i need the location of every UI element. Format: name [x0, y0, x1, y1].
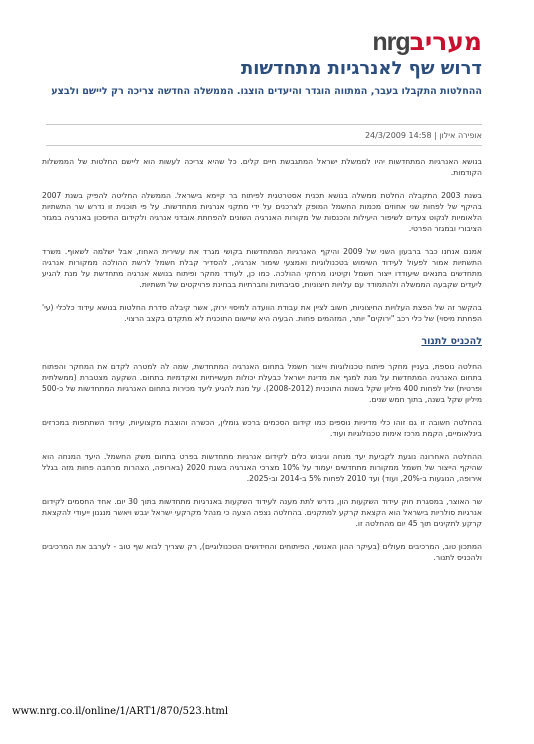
- body-paragraph: שר האוצר, במסגרת חוק עידוד השקעות הון, נדרש לתת מענה לעידוד השקעות באנרגיות מתחדשות בתוך 30 יום. אחד החסמים לקידום אנרגיות סולריות בישראל הוא הקצאת קרקע למתקנים. בהחלטה נצפה הצעה כי מנהל מקרקעי ישראל יגבש ויאשר מנגנון ייעודי להקצאת קרקע לתקינים תוך 45 יום מהחלטה זו.: [42, 497, 482, 528]
- byline: אופירה אילון | 14:58 24/3/2009: [364, 131, 482, 140]
- body-paragraph: המתכון טוב, המרכיבים מעולים (בעיקר ההון האנושי, הפיתוחים והחידושים הטכנולוגיים), רק שצריך לבוא שף טוב - לערבב את המרכיבים ולהכניס לתנור.: [42, 542, 482, 562]
- byline-divider: [46, 145, 482, 146]
- logo-nrg: nrg: [372, 28, 410, 56]
- section-heading: להכניס לתנור: [421, 336, 482, 347]
- article-subtitle: ההחלטות התקבלו בעבר, המתווה הוגדר והיעדים הוצגו. הממשלה החדשה צריכה רק ליישם ולבצע: [51, 86, 482, 97]
- body-paragraph: ההחלטה האחרונה נוגעת לקביעת יעד מנחה וגיבוש כלים לקידום אנרגיות מתחדשות בפרט בתחום משק החשמל. היעד המנחה הוא שהיקף הייצור של חשמל ממקורות מתחדשים יעמוד על 10% מצרכי האנרגיה בשנת 2020 (בארופה, הצהרות מרחבה פחות מזה בגלל אירופה, הנוגעות ב-20%, ועוד) ועד 2010 לפחות 5% ב-2014 וב-2025.: [42, 452, 482, 483]
- page-url[interactable]: www.nrg.co.il/online/1/ART1/870/523.html: [12, 706, 229, 717]
- article-title: דרוש שף לאנרגיות מתחדשות: [240, 58, 482, 79]
- body-paragraph: בהקשר זה של הפצת העלויות החיצוניות, חשוב לציין את עבודת הוועדה למיסוי ירוק, אשר קיבלה סדרת החלטות בנושא עידוד כלכלי (עי' הפחתת מיסוי) של כלי רכב "ירוקים" יותר, המזהמים פחות. הבעיה היא שיישום התוכנית לא מתקדם בקצב הרצוי.: [42, 303, 482, 323]
- body-paragraph: בנושא האנרגיות המתחדשות יהיו לממשלת ישראל המתגבשת חיים קלים. כל שהיא צריכה לעשות הוא ליישם החלטות של הממשלות הקודמות.: [42, 157, 482, 177]
- body-paragraph: בשנת 2003 התקבלה החלטת ממשלה בנושא תכנית אסטרטגית לפיתוח בר קיימא בישראל. הממשלה החליטה להפיק בשנת 2007 בהיקף של לפחות שני אחוזים מכמות החשמל המופק לצרכנים על ידי מתקני אנרגיות מתחדשות. על פי תוכנית זו נדרש שר התשתיות הלאומיות לנקוט צעדים לשיפור היעילות והכנסות של מקורות האנרגיה השונים להפחתת אובדני אנרגיה ולקידום החיסכון באנרגיה במגזר הציבורי ובמגזר הפרטי.: [42, 191, 482, 233]
- body-paragraph: החלטה נוספת, בעניין מחקר פיתוח טכנולוגיות וייצור חשמל בתחום האנרגיה המתחדשת, שמה לה למטרה לקדם את המחקר והפתוח בתחום האנרגיה המתחדשת על מנת למנף את מדינת ישראל כבעלת יכולות תעשייתיות ואקדמיות בתחום. השקעה מצטברת (ממשלתית ופרטית) של לפחות 400 מיליון שקל בשנות התוכנית (2008-2012). על מנת להגיע ליעד מכירות בתחום האנרגיות המתחדשות של כ-500 מיליון שקל בשנה, בתוך חמש שנים.: [42, 362, 482, 404]
- body-paragraph: בהחלטה חשובה זו גם זוהו כלי מדיניות נוספים כמו קידום הסכמים ברכש גומלין, הכשרה והוצבת מקצועיות, עידוד השתתפות במכרזים בינלאומיים, הקמת מרכז אימות טכנולוגיות ועוד.: [42, 418, 482, 438]
- logo-brand: מעריב: [409, 27, 482, 56]
- site-logo[interactable]: [372, 27, 482, 57]
- body-paragraph: אמנם אנחנו כבר ברבעון השני של 2009 והיקף האנרגיות המתחדשות בקושי מגרד את עשירית האחוז, אבל ישלמה לשאוף. משרד התשתיות אמור לפעול לעידוד השימוש בטכנולוגיות ואמצעי שימור אנרגיה, להסדיר קבלת חשמל לרשת ההולכה ממקורות אנרגיה מתחדשים בתנאים שיעודדו ייצור חשמל וקיטינו מרחקי ההולכה. כמו כן, לעודד מחקר ופיתוח בנושא אנרגיה מתחדשת על מנת להגיע ליעדים שקבעה הממשלה ולהתמודד עם עלויות חיצוניות, סביבתיות וחברתיות בבחינת פרויקטים של תשתיות.: [42, 247, 482, 289]
- article-body: [42, 156, 482, 575]
- header-divider: [46, 124, 482, 125]
